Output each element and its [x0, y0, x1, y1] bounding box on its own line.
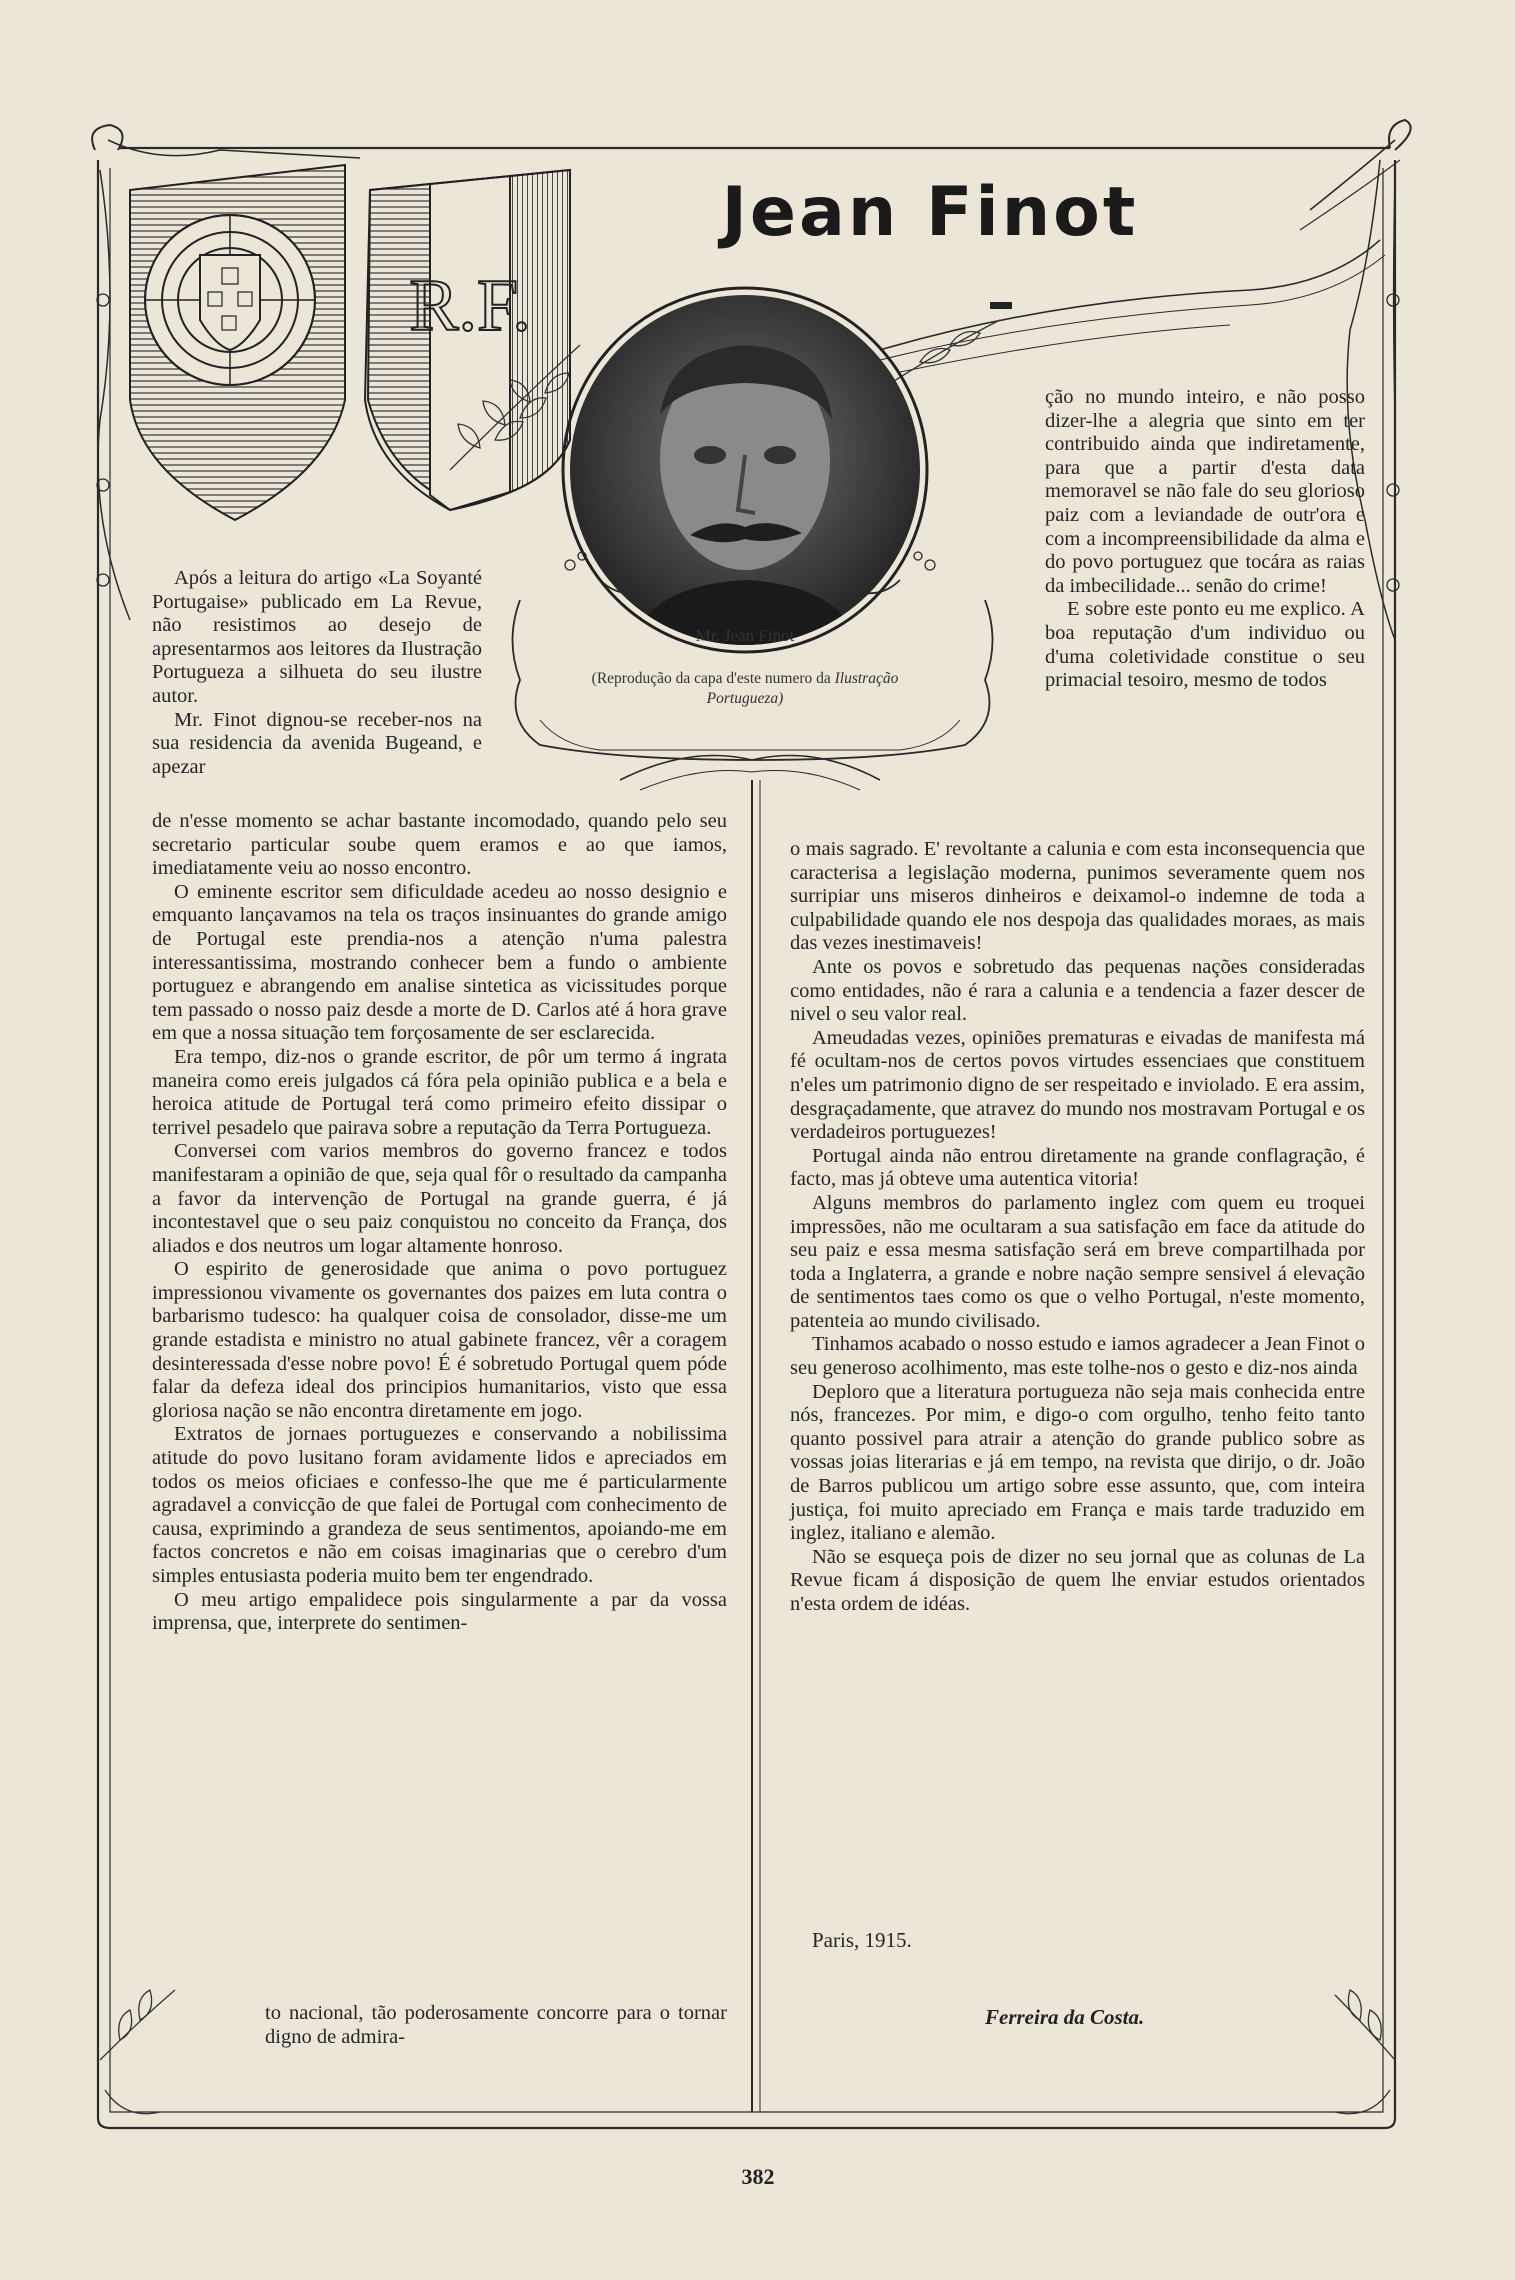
- paragraph: O espirito de generosidade que anima o povo portuguez impressionou vivamente os governantes dos paizes em luta contra o barbarismo tudesco: ha qualquer coisa de consolador, disse-me um grande estadista e ministro no atual gabinete francez, vêr a coragem desinteressada d'esse nobre povo! É é sobretudo Portugal quem póde falar da defeza ideal dos principios humanitarios, visto que essa gloriosa nação se não encontra diretamente em jogo.: [152, 1258, 727, 1422]
- right-intro-column: [1045, 386, 1365, 693]
- paragraph: ção no mundo inteiro, e não posso dizer-lhe a alegria que sinto em ter contribuido ainda que indiretamente, para que a partir d'esta data memoravel se não fale do seu glorioso paiz com a leviandade de outr'ora e com a incompreensibilidade da alma e do povo portuguez que tocára as raias da imbecilidade... senão do crime!: [1045, 386, 1365, 597]
- paragraph: Deploro que a literatura portugueza não seja mais conhecida entre nós, francezes. Por mim, e digo-o com orgulho, tenho feito tanto quanto possivel para atrair a atenção do grande publico sobre as vossas joias literarias e já em tempo, na revista que dirijo, o dr. João de Barros publicou um artigo sobre esse assunto, que, com inteira justiça, foi muito apreciado em França e mais tarde traduzido em inglez, italiano e alemão.: [790, 1380, 1365, 1545]
- crest-text: R.F.: [409, 265, 531, 347]
- paragraph: O meu artigo empalidece pois singularmente a par da vossa imprensa, que, interprete do sentimen-: [152, 1588, 727, 1635]
- caption-line-1: (Reprodução da capa d'este numero da: [591, 670, 831, 687]
- caption-line-2: Ilustração Portugueza): [706, 670, 899, 707]
- left-intro-column: [152, 567, 482, 779]
- article-title: Jean Finot: [721, 173, 1139, 252]
- left-main-column: [152, 810, 727, 1636]
- paragraph: Era tempo, diz-nos o grande escritor, de pôr um termo á ingrata maneira como ereis julgados cá fóra pela opinião publica e a bela e heroica atitude de Portugal terá como primeiro efeito dissipar o terrivel pesadelo que pairava sobre a reputação da Terra Portugueza.: [152, 1045, 727, 1139]
- right-main-column: [790, 838, 1365, 1617]
- page-number: 382: [741, 2164, 775, 2189]
- paragraph: Extratos de jornaes portuguezes e conservando a nobilissima atitude do povo lusitano foram avidamente lidos e apreciados em todos os meios oficiaes e confesso-lhe que me é particularmente agradavel a convicção de que falei de Portugal com conhecimento de causa, exprimindo a grandeza de seus sentimentos, apoiando-me em factos concretos e não em coisas imaginarias que o cerebro d'um simples entusiasta poderia muito bem ter engendrado.: [152, 1423, 727, 1587]
- paragraph: Ameudadas vezes, opiniões prematuras e eivadas de manifesta má fé ocultam-nos de certos povos virtudes essenciaes que constituem n'eles um patrimonio digno de ser respeitado e inviolado. E era assim, desgraçadamente, que atravez do mundo nos mostravam Portugal e os verdadeiros portuguezes!: [790, 1026, 1365, 1144]
- paragraph: Mr. Finot dignou-se receber-nos na sua residencia da avenida Bugeand, e apezar: [152, 708, 482, 778]
- portrait-image: [570, 295, 920, 645]
- paragraph: de n'esse momento se achar bastante incomodado, quando pelo seu secretario particular soube quem eramos e ao que iamos, imediatamente veiu ao nosso encontro.: [152, 810, 727, 880]
- paragraph: Alguns membros do parlamento inglez com quem eu troquei impressões, não me ocultaram a sua satisfação em face da atitude do seu paiz e essa mesma satisfação será em breve compartilhada por toda a Inglaterra, a grande e nobre nação sempre sensivel á elevação de sentimentos taes como os que o velho Portugal, n'este momento, patenteia ao mundo civilisado.: [790, 1191, 1365, 1332]
- left-end-column: [265, 2002, 727, 2049]
- paragraph: E sobre este ponto eu me explico. A boa reputação d'um individuo ou d'uma coletividade constitue o seu primacial tesoiro, mesmo de todos: [1045, 598, 1365, 692]
- paragraph: Após a leitura do artigo «La Soyanté Portugaise» publicado em La Revue, não resistimos ao desejo de apresentarmos aos leitores da Ilustração Portugueza a silhueta do seu ilustre autor.: [152, 567, 482, 707]
- paragraph: Portugal ainda não entrou diretamente na grande conflagração, é facto, mas já obteve uma autentica vitoria!: [790, 1144, 1365, 1191]
- caption-name: Mr. Jean Finot: [695, 626, 795, 645]
- caption-source: [585, 669, 905, 709]
- paragraph: O eminente escritor sem dificuldade acedeu ao nosso designio e emquanto lançavamos na tela os traços insinuantes do grande amigo de Portugal este prendia-nos a atenção n'uma palestra interessantissima, mostrando conhecer bem a fundo o ambiente portuguez e abrangendo em analise sintetica as vicissitudes porque tem passado o nosso paiz desde a morte de D. Carlos até á hora grave em que a nossa situação tem forçosamente de ser esclarecida.: [152, 880, 727, 1045]
- place-date: Paris, 1915.: [812, 1928, 912, 1952]
- paragraph: Tinhamos acabado o nosso estudo e iamos agradecer a Jean Finot o seu generoso acolhimento, mas este tolhe-nos o gesto e diz-nos ainda: [790, 1333, 1365, 1380]
- paragraph: o mais sagrado. E' revoltante a calunia e com esta inconsequencia que caracterisa a legislação moderna, punimos severamente quem nos surripiar uns miseros dinheiros e deixamol-o indemne de toda a culpabilidade quando ele nos despoja das qualidades moraes, as mais das vezes inestimaveis!: [790, 838, 1365, 955]
- paragraph: Não se esqueça pois de dizer no seu jornal que as colunas de La Revue ficam á disposição de quem lhe enviar estudos orientados n'esta ordem de idéas.: [790, 1545, 1365, 1615]
- author-signature: Ferreira da Costa.: [985, 2005, 1145, 2029]
- paragraph: Conversei com varios membros do governo francez e todos manifestaram a opinião de que, seja qual fôr o resultado da campanha a favor da intervenção de Portugal na grande guerra, é já incontestavel que o seu paiz conquistou no conceito da França, dos aliados e dos neutros um logar altamente honroso.: [152, 1140, 727, 1257]
- paragraph: to nacional, tão poderosamente concorre para o tornar digno de admira-: [265, 2002, 727, 2048]
- paragraph: Ante os povos e sobretudo das pequenas nações consideradas como entidades, não é rara a calunia e a tendencia a fazer descer de nivel o seu valor real.: [790, 955, 1365, 1026]
